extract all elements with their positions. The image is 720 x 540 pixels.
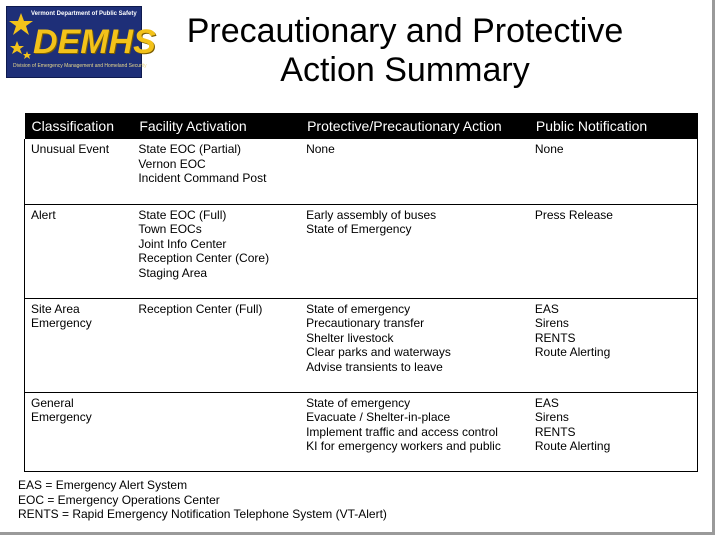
cell-line: Shelter livestock — [306, 330, 394, 345]
logo-wordmark: DEMHS — [33, 23, 156, 61]
cell-line: Advise transients to leave — [306, 359, 443, 374]
cell-facility-activation — [132, 298, 300, 392]
cell-line: Press Release — [534, 207, 613, 222]
cell-facility-activation — [132, 139, 300, 204]
header-public-notification: Public Notification — [529, 113, 698, 139]
cell-line: Reception Center (Full) — [138, 301, 263, 316]
cell-line: Sirens — [534, 410, 569, 424]
cell-line: Route Alerting — [534, 439, 611, 453]
cell-protective-action — [300, 204, 529, 298]
cell-line: State of Emergency — [306, 222, 412, 236]
cell-facility-activation — [132, 204, 300, 298]
table-row — [25, 139, 698, 204]
cell-line: Incident Command Post — [138, 171, 267, 185]
cell-classification — [25, 298, 133, 392]
cell-line: KI for emergency workers and public — [306, 439, 501, 453]
cell-public-notification — [529, 204, 698, 298]
cell-line: Reception Center (Core) — [138, 251, 270, 265]
cell-line: Vernon EOC — [138, 156, 206, 171]
cell-line: Staging Area — [138, 265, 208, 280]
page-title: Precautionary and Protective Action Summary — [186, 12, 624, 89]
legend-item: EAS = Emergency Alert System — [18, 478, 188, 492]
cell-line: Route Alerting — [534, 345, 611, 359]
cell-classification — [25, 139, 133, 204]
abbreviation-legend — [18, 478, 387, 522]
legend-item: EOC = Emergency Operations Center — [18, 492, 220, 507]
cell-public-notification — [529, 139, 698, 204]
cell-public-notification — [529, 392, 698, 471]
table-row — [25, 298, 698, 392]
header-classification: Classification — [25, 113, 133, 139]
table-row — [25, 392, 698, 471]
cell-line: General — [31, 395, 74, 410]
cell-line: Emergency — [31, 410, 92, 424]
logo-agency-text: Vermont Department of Public Safety — [31, 11, 137, 17]
cell-line: Site Area — [31, 301, 80, 316]
cell-classification — [25, 204, 133, 298]
cell-classification — [25, 392, 133, 471]
cell-line: Unusual Event — [31, 142, 110, 156]
cell-line: Clear parks and waterways — [306, 345, 451, 359]
cell-line: State of emergency — [306, 301, 411, 316]
cell-line: Evacuate / Shelter-in-place — [306, 410, 451, 424]
action-summary-table — [24, 113, 698, 472]
cell-line: Alert — [31, 207, 56, 222]
cell-line: Sirens — [534, 316, 569, 330]
cell-line: None — [306, 142, 335, 156]
cell-protective-action — [300, 392, 529, 471]
cell-line: None — [534, 142, 564, 156]
cell-line: RENTS — [534, 330, 576, 345]
cell-line: Precautionary transfer — [306, 316, 425, 330]
cell-line: Joint Info Center — [138, 236, 227, 251]
legend-item: RENTS = Rapid Emergency Notification Telephone System (VT-Alert) — [18, 507, 387, 521]
logo-tagline: Division of Emergency Management and Homeland Security — [13, 63, 147, 69]
cell-line: Emergency — [31, 316, 92, 330]
cell-protective-action — [300, 298, 529, 392]
cell-line: Implement traffic and access control — [306, 424, 498, 439]
header-facility-activation: Facility Activation — [132, 113, 300, 139]
table-row — [25, 204, 698, 298]
cell-line: Town EOCs — [138, 222, 202, 236]
cell-line: EAS — [534, 301, 559, 316]
cell-line: Early assembly of buses — [306, 207, 437, 222]
demhs-logo — [6, 6, 156, 78]
cell-line: State of emergency — [306, 395, 411, 410]
cell-line: EAS — [534, 395, 559, 410]
cell-line: RENTS — [534, 424, 576, 439]
cell-protective-action — [300, 139, 529, 204]
cell-line: State EOC (Partial) — [138, 142, 242, 156]
cell-line: State EOC (Full) — [138, 207, 227, 222]
header-protective-action: Protective/Precautionary Action — [300, 113, 529, 139]
table-header-row — [25, 113, 698, 139]
cell-facility-activation — [132, 392, 300, 471]
cell-public-notification — [529, 298, 698, 392]
